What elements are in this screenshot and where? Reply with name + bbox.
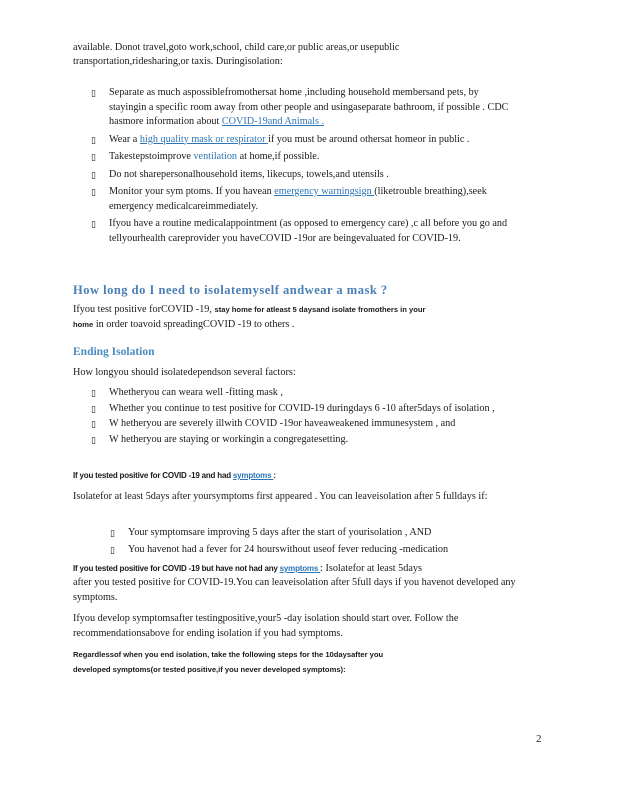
heading-ending-isolation: Ending Isolation xyxy=(73,346,155,358)
condition-no-symptoms: If you tested positive for COVID -19 but have not had any symptoms : Isolatefor at least 5days xyxy=(73,563,422,574)
develop-symptoms-paragraph: Ifyou develop symptomsafter testingpositive,your5 -day isolation should start over. Follow the recommendationsabove for ending isolation if you had symptoms. xyxy=(73,613,459,639)
list-item: ▯ Whetheryou can weara well -fitting mask , xyxy=(91,386,527,401)
list-item: ▯ Your symptomsare improving 5 days after the start of yourisolation , AND xyxy=(110,526,525,541)
list-item: ▯ Whether you continue to test positive for COVID-19 duringdays 6 -10 after5days of isolation , xyxy=(91,402,527,417)
list-item: ▯ You havenot had a fever for 24 hourswithout useof fever reducing -medication xyxy=(110,543,525,558)
end-isolation-conditions-list xyxy=(110,526,525,557)
regardless-line-2: developed symptoms(or tested positive,if you never developed symptoms): xyxy=(73,665,346,674)
bullet-icon: ▯ xyxy=(91,152,96,162)
bullet-icon: ▯ xyxy=(110,528,115,538)
bullet-icon: ▯ xyxy=(91,434,96,445)
symptoms-link[interactable]: symptoms xyxy=(232,471,274,480)
bullet-icon: ▯ xyxy=(91,403,96,414)
covid-animals-link[interactable]: COVID-19and Animals . xyxy=(221,116,325,127)
bullet-icon: ▯ xyxy=(110,544,115,555)
bullet-icon: ▯ xyxy=(91,419,96,429)
isolation-paragraph: Isolatefor at least 5days after yoursymptoms first appeared . You can leaveisolation after 5 fulldays if: xyxy=(73,491,488,502)
bullet-icon: ▯ xyxy=(91,388,96,398)
bullet-icon: ▯ xyxy=(91,219,96,229)
regardless-line-1: Regardlessof when you end isolation, take the following steps for the 10daysafter you xyxy=(73,650,384,659)
list-item: ▯ Separate as much aspossiblefromothersat home ,including household membersand pets, by stayingin a specific room away from other people and usingaseparate bathroom, if possible . CDC hasmore information about COVID-19and Animals . xyxy=(91,87,509,127)
intro-line-1: available. Donot travel,goto work,school, child care,or public areas,or usepublic xyxy=(73,42,400,53)
intro-line-2: transportation,ridesharing,or taxis. Duringisolation: xyxy=(73,56,283,67)
list-item: ▯ W hetheryou are severely illwith COVID -19or haveaweakened immunesystem , and xyxy=(91,417,527,432)
no-symptoms-paragraph: after you tested positive for COVID-19.You can leaveisolation after 5full days if you havenot developed any symptoms. xyxy=(73,577,516,603)
list-item: ▯ Monitor your sym ptoms. If you havean emergency warningsign (liketrouble breathing),seek emergency medicalcareimmediately. xyxy=(91,186,487,212)
bullet-icon: ▯ xyxy=(91,169,96,180)
heading-isolate-mask: How long do I need to isolatemyself andwear a mask ? xyxy=(73,283,388,297)
isolation-steps-list xyxy=(91,86,511,246)
factors-list xyxy=(91,386,527,447)
list-item: ▯ Wear a high quality mask or respirator if you must be around othersat homeor in public . xyxy=(91,133,511,148)
ventilation-link[interactable]: ventilation xyxy=(193,151,238,162)
list-item: ▯ Do not sharepersonalhousehold items, likecups, towels,and utensils . xyxy=(91,168,511,183)
bullet-icon: ▯ xyxy=(91,134,96,145)
condition-symptoms: If you tested positive for COVID -19 and had symptoms : xyxy=(73,471,276,480)
page-number: 2 xyxy=(536,733,542,745)
bullet-icon: ▯ xyxy=(91,88,96,98)
mask-paragraph: Ifyou test positive forCOVID -19, stay home for atleast 5 daysand isolate fromothers in your home in order toavoid spreadingCOVID -19 to others . xyxy=(73,304,426,330)
emergency-warning-link[interactable]: emergency warningsign xyxy=(274,186,375,197)
mask-respirator-link[interactable]: high quality mask or respirator xyxy=(139,133,269,145)
ending-intro: How longyou should isolatedependson several factors: xyxy=(73,367,296,378)
list-item: ▯ Ifyou have a routine medicalappointment (as opposed to emergency care) ,c all before you go and tellyourhealth careprovider you haveCOVID -19or are beingevaluated for COVID-19. xyxy=(91,218,508,244)
symptoms-link-2[interactable]: symptoms xyxy=(279,564,321,573)
bullet-icon: ▯ xyxy=(91,187,96,197)
list-item: ▯ Takestepstoimprove ventilation at home,if possible. xyxy=(91,150,511,165)
list-item: ▯ W hetheryou are staying or workingin a congregatesetting. xyxy=(91,433,527,448)
